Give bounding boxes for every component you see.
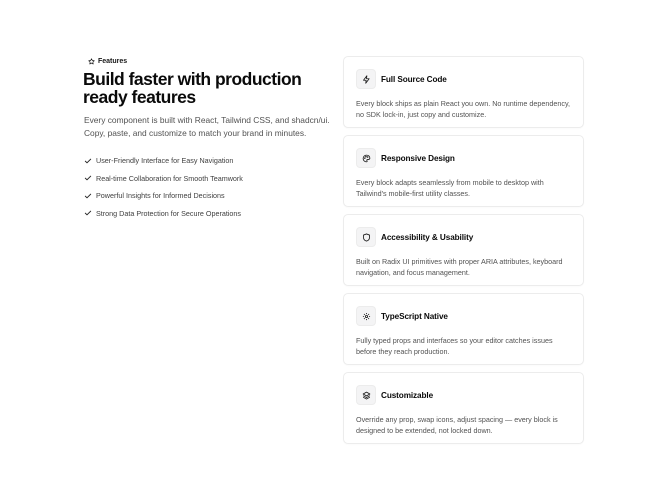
check-icon — [84, 209, 92, 217]
check-icon — [84, 174, 92, 182]
card-title: Customizable — [381, 390, 434, 400]
gear-icon — [356, 306, 376, 326]
feature-card-accessibility — [343, 214, 584, 286]
feature-card-full-source-code — [343, 56, 584, 128]
check-icon — [84, 157, 92, 165]
checklist-item — [84, 155, 243, 166]
feature-card-typescript — [343, 293, 584, 365]
lead-paragraph: Every component is built with React, Tailwind CSS, and shadcn/ui. Copy, paste, and customize to match your brand in minutes. — [84, 115, 330, 138]
card-description: Fully typed props and interfaces so your editor catches issues before they reach production. — [356, 336, 553, 356]
checklist-item — [84, 190, 243, 201]
badge-label: Features — [98, 58, 128, 65]
checklist-item-label: User-Friendly Interface for Easy Navigation — [96, 156, 234, 165]
feature-cards — [343, 56, 584, 451]
headline: Build faster with production ready features — [83, 69, 302, 107]
checklist-item-label: Real-time Collaboration for Smooth Teamwork — [96, 173, 243, 183]
card-description: Override any prop, swap icons, adjust spacing — every block is designed to be extended, not locked down. — [356, 415, 558, 435]
checklist-item — [84, 208, 243, 219]
card-description: Every block ships as plain React you own. No runtime dependency, no SDK lock-in, just copy and customize. — [356, 99, 571, 119]
card-description: Every block adapts seamlessly from mobile to desktop with Tailwind's mobile-first utility classes. — [356, 178, 544, 198]
card-description: Built on Radix UI primitives with proper ARIA attributes, keyboard navigation, and focus management. — [356, 257, 563, 277]
check-icon — [84, 192, 92, 200]
star-icon — [88, 58, 95, 65]
checklist-item-label: Powerful Insights for Informed Decisions — [96, 191, 225, 200]
feature-checklist — [84, 155, 243, 225]
card-title: Responsive Design — [381, 153, 455, 163]
layers-icon — [356, 385, 376, 405]
checklist-item-label: Strong Data Protection for Secure Operations — [96, 208, 242, 218]
checklist-item — [84, 173, 243, 184]
card-title: Full Source Code — [381, 74, 447, 84]
palette-icon — [356, 148, 376, 168]
features-badge — [84, 54, 131, 69]
feature-card-customizable — [343, 372, 584, 444]
feature-card-responsive-design — [343, 135, 584, 207]
lightning-icon — [356, 69, 376, 89]
shield-icon — [356, 227, 376, 247]
card-title: Accessibility & Usability — [381, 232, 474, 242]
card-title: TypeScript Native — [381, 311, 448, 321]
